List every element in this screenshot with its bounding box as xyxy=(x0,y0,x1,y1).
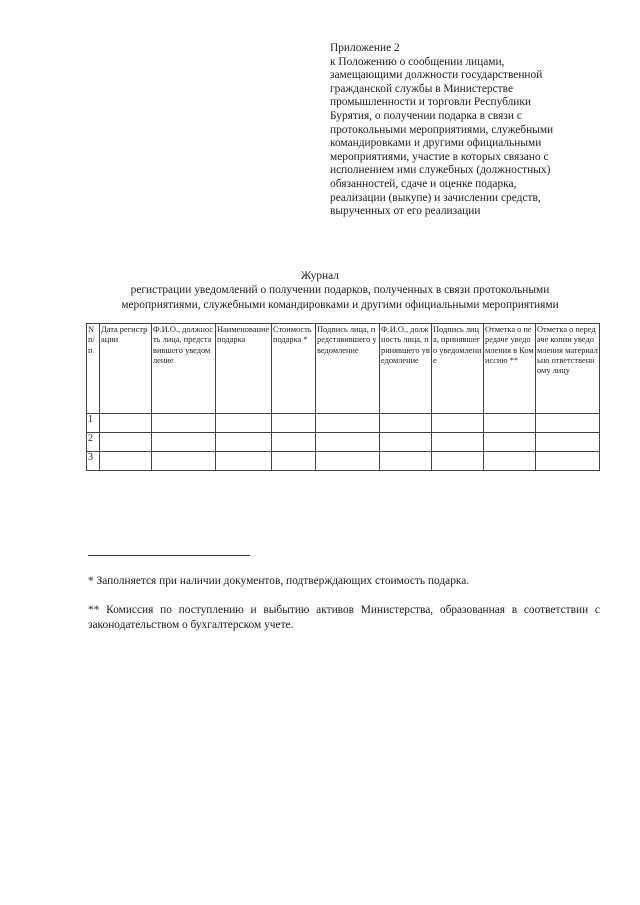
table-cell xyxy=(536,452,600,471)
table-cell xyxy=(536,414,600,433)
annex-line: командировками и другими официальными xyxy=(330,137,542,150)
table-cell xyxy=(432,433,484,452)
header-receiver-signature: Подпись лица, принявшего уведомление xyxy=(432,324,484,414)
table-cell: 3 xyxy=(87,452,100,471)
table-cell xyxy=(216,452,272,471)
journal-subtitle-line: мероприятиями, служебными командировками и другими официальными мероприятиями xyxy=(121,299,559,311)
table-cell xyxy=(216,433,272,452)
table-cell xyxy=(380,414,432,433)
annex-line: реализации (выкупе) и зачислении средств, xyxy=(330,191,541,204)
table-row xyxy=(87,414,600,433)
journal-subtitle xyxy=(60,283,620,313)
annex-line: вырученных от его реализации xyxy=(330,205,481,218)
table-cell xyxy=(316,452,380,471)
table-header-row xyxy=(87,324,600,414)
annex-line: исполнением ими служебных (должностных) xyxy=(330,164,551,177)
table-cell xyxy=(152,452,216,471)
annex-line: обязанностей, сдаче и оценке подарка, xyxy=(330,177,517,190)
annex-header xyxy=(330,42,600,219)
table-cell xyxy=(100,414,152,433)
annex-line: гражданской службы в Министерстве xyxy=(330,82,514,95)
table-row xyxy=(87,452,600,471)
table-cell xyxy=(484,433,536,452)
table-cell xyxy=(216,414,272,433)
table-row xyxy=(87,433,600,452)
table-cell xyxy=(432,452,484,471)
annex-line: Бурятия, о получении подарка в связи с xyxy=(330,109,522,122)
annex-line: замещающими должности государственной xyxy=(330,69,543,82)
table-cell xyxy=(272,452,316,471)
table-cell xyxy=(272,414,316,433)
header-registration-date: Дата регистрации xyxy=(100,324,152,414)
table-cell xyxy=(152,414,216,433)
journal-subtitle-line: регистрации уведомлений о получении подарков, полученных в связи протокольными xyxy=(130,284,550,296)
table-cell xyxy=(316,414,380,433)
table-cell xyxy=(100,452,152,471)
table-cell xyxy=(316,433,380,452)
header-number: N п/п xyxy=(87,324,100,414)
footnote-commission: ** Комиссия по поступлению и выбытию активов Министерства, образованная в соответствии с законодательством о бухгалтерском учете. xyxy=(88,604,600,631)
table-cell xyxy=(484,414,536,433)
table-cell xyxy=(380,433,432,452)
table-cell xyxy=(432,414,484,433)
footnote-cost: * Заполняется при наличии документов, подтверждающих стоимость подарка. xyxy=(88,575,470,587)
table-cell xyxy=(100,433,152,452)
registration-table xyxy=(86,323,600,471)
annex-line: Приложение 2 xyxy=(330,42,400,54)
annex-line: промышленности и торговли Республики xyxy=(330,96,532,109)
header-gift-name: Наименование подарка xyxy=(216,324,272,414)
header-submitter-name: Ф.И.О., должность лица, представившего уведомление xyxy=(152,324,216,414)
table-cell xyxy=(536,433,600,452)
annex-line: мероприятиями, участие в которых связано с xyxy=(330,150,549,163)
header-copy-transfer-mark: Отметка о передаче копии уведомления материально ответственному лицу xyxy=(536,324,600,414)
table-cell xyxy=(272,433,316,452)
table-cell xyxy=(152,433,216,452)
annex-line: к Положению о сообщении лицами, xyxy=(330,55,505,68)
footnote-divider xyxy=(88,555,250,556)
journal-title: Журнал xyxy=(301,270,339,282)
table-cell: 2 xyxy=(87,433,100,452)
header-commission-mark: Отметка о передаче уведомления в Комиссию ** xyxy=(484,324,536,414)
table-cell: 1 xyxy=(87,414,100,433)
header-receiver-name: Ф.И.О., должность лица, принявшего уведомление xyxy=(380,324,432,414)
annex-line: протокольными мероприятиями, служебными xyxy=(330,123,554,136)
table-cell xyxy=(484,452,536,471)
table-cell xyxy=(380,452,432,471)
header-submitter-signature: Подпись лица, представившего уведомление xyxy=(316,324,380,414)
header-gift-cost: Стоимость подарка * xyxy=(272,324,316,414)
